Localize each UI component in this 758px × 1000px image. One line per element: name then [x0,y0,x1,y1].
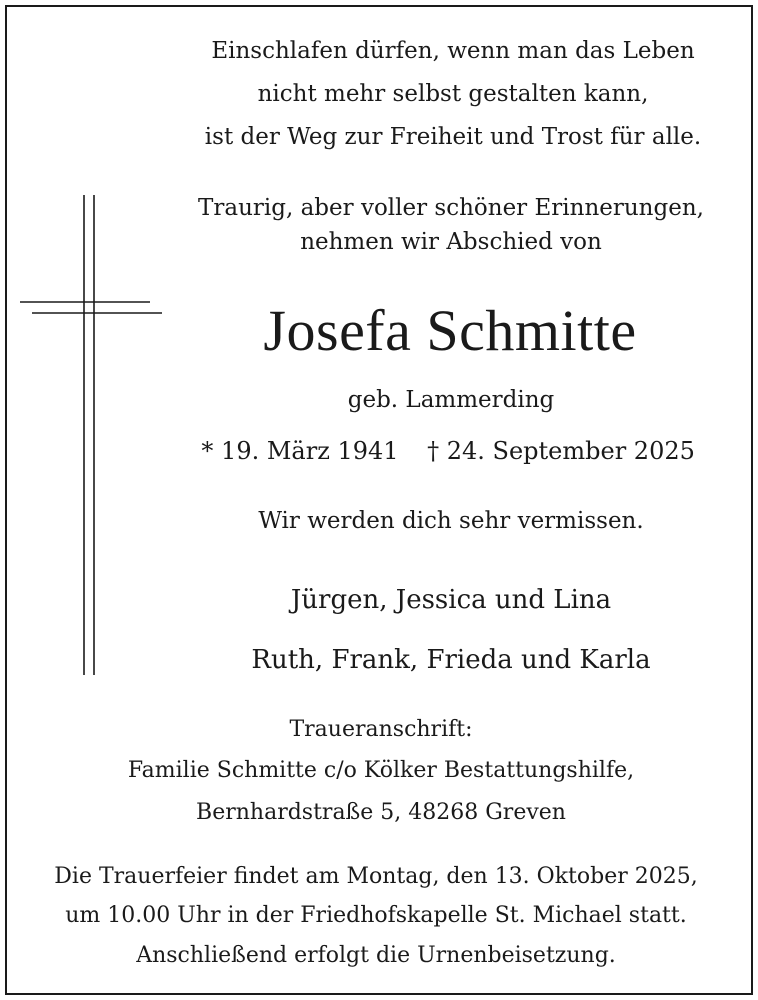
ceremony-line-1: Die Trauerfeier findet am Montag, den 13. Oktober 2025, [54,864,698,889]
maiden-name: geb. Lammerding [347,387,555,413]
birth-date: * 19. März 1941 [201,437,399,465]
death-date: † 24. September 2025 [427,437,695,465]
intro-line-2: nehmen wir Abschied von [300,229,602,255]
cross-icon [20,195,162,675]
farewell-line: Wir werden dich sehr vermissen. [258,508,644,534]
poem-line-3: ist der Weg zur Freiheit und Trost für alle. [204,124,702,150]
ceremony-line-2: um 10.00 Uhr in der Friedhofskapelle St. Michael statt. [65,903,687,928]
address-heading: Traueranschrift: [289,717,473,742]
deceased-name: Josefa Schmitte [263,298,637,363]
mourners-line-2: Ruth, Frank, Frieda und Karla [251,645,651,675]
intro-line-1: Traurig, aber voller schöner Erinnerungen, [198,195,704,221]
poem-line-1: Einschlafen dürfen, wenn man das Leben [211,38,695,64]
ceremony-line-3: Anschließend erfolgt die Urnenbeisetzung. [136,943,616,968]
poem-line-2: nicht mehr selbst gestalten kann, [257,81,649,107]
address-line-2: Bernhardstraße 5, 48268 Greven [196,800,566,825]
address-line-1: Familie Schmitte c/o Kölker Bestattungshilfe, [127,758,635,783]
mourners-line-1: Jürgen, Jessica und Lina [290,585,612,615]
